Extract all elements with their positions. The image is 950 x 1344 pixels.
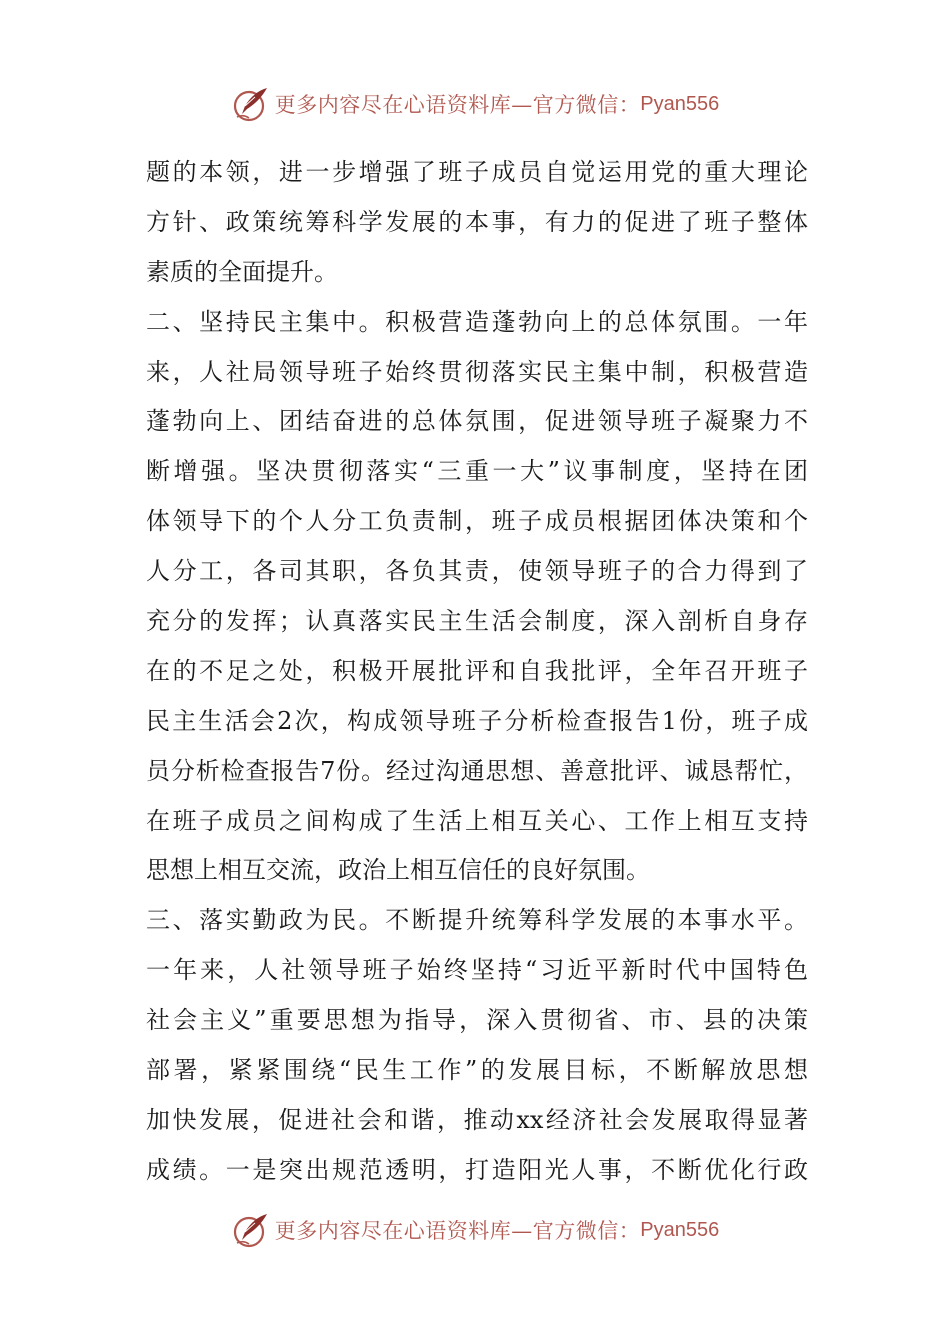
header-banner-id: Pyan556: [640, 92, 720, 115]
body-line: 一年来，人社领导班子始终坚持“习近平新时代中国特色: [146, 956, 808, 985]
body-line: 加快发展，促进社会和谐，推动xx经济社会发展取得显著: [146, 1105, 808, 1134]
document-body: [146, 148, 808, 1196]
header-banner-text: 更多内容尽在心语资料库—官方微信：: [274, 93, 641, 117]
body-line: 成绩。一是突出规范透明，打造阳光人事，不断优化行政: [146, 1155, 808, 1184]
body-line: 员分析检查报告7份。经过沟通思想、善意批评、诚恳帮忙，: [146, 756, 808, 785]
quill-pen-logo-icon: [231, 1210, 271, 1250]
footer-banner: [0, 1208, 950, 1252]
body-line: 在的不足之处，积极开展批评和自我批评，全年召开班子: [146, 656, 808, 685]
body-line: 在班子成员之间构成了生活上相互关心、工作上相互支持: [146, 806, 808, 835]
body-line: 二、坚持民主集中。积极营造蓬勃向上的总体氛围。一年: [146, 307, 808, 336]
body-line: 来，人社局领导班子始终贯彻落实民主集中制，积极营造: [146, 357, 808, 386]
body-line: 思想上相互交流，政治上相互信任的良好氛围。: [146, 856, 650, 885]
body-line: 体领导下的个人分工负责制，班子成员根据团体决策和个: [146, 507, 808, 536]
body-line: 题的本领，进一步增强了班子成员自觉运用党的重大理论: [146, 158, 808, 186]
body-line: 蓬勃向上、团结奋进的总体氛围，促进领导班子凝聚力不: [146, 407, 808, 436]
footer-banner-id: Pyan556: [640, 1218, 720, 1241]
body-line: 社会主义”重要思想为指导，深入贯彻省、市、县的决策: [146, 1006, 808, 1035]
body-line: 部署，紧紧围绕“民生工作”的发展目标，不断解放思想: [146, 1056, 808, 1085]
body-line: 三、落实勤政为民。不断提升统筹科学发展的本事水平。: [146, 906, 808, 935]
body-line: 素质的全面提升。: [146, 257, 338, 286]
quill-pen-logo-icon: [231, 84, 271, 124]
header-banner: [0, 82, 950, 126]
body-line: 充分的发挥；认真落实民主生活会制度，深入剖析自身存: [146, 607, 808, 636]
body-line: 断增强。坚决贯彻落实“三重一大”议事制度，坚持在团: [146, 457, 808, 486]
body-line: 民主生活会2次，构成领导班子分析检查报告1份，班子成: [146, 706, 808, 735]
body-line: 方针、政策统筹科学发展的本事，有力的促进了班子整体: [146, 207, 808, 236]
footer-banner-text: 更多内容尽在心语资料库—官方微信：: [274, 1219, 641, 1243]
body-line: 人分工，各司其职，各负其责，使领导班子的合力得到了: [146, 557, 808, 586]
